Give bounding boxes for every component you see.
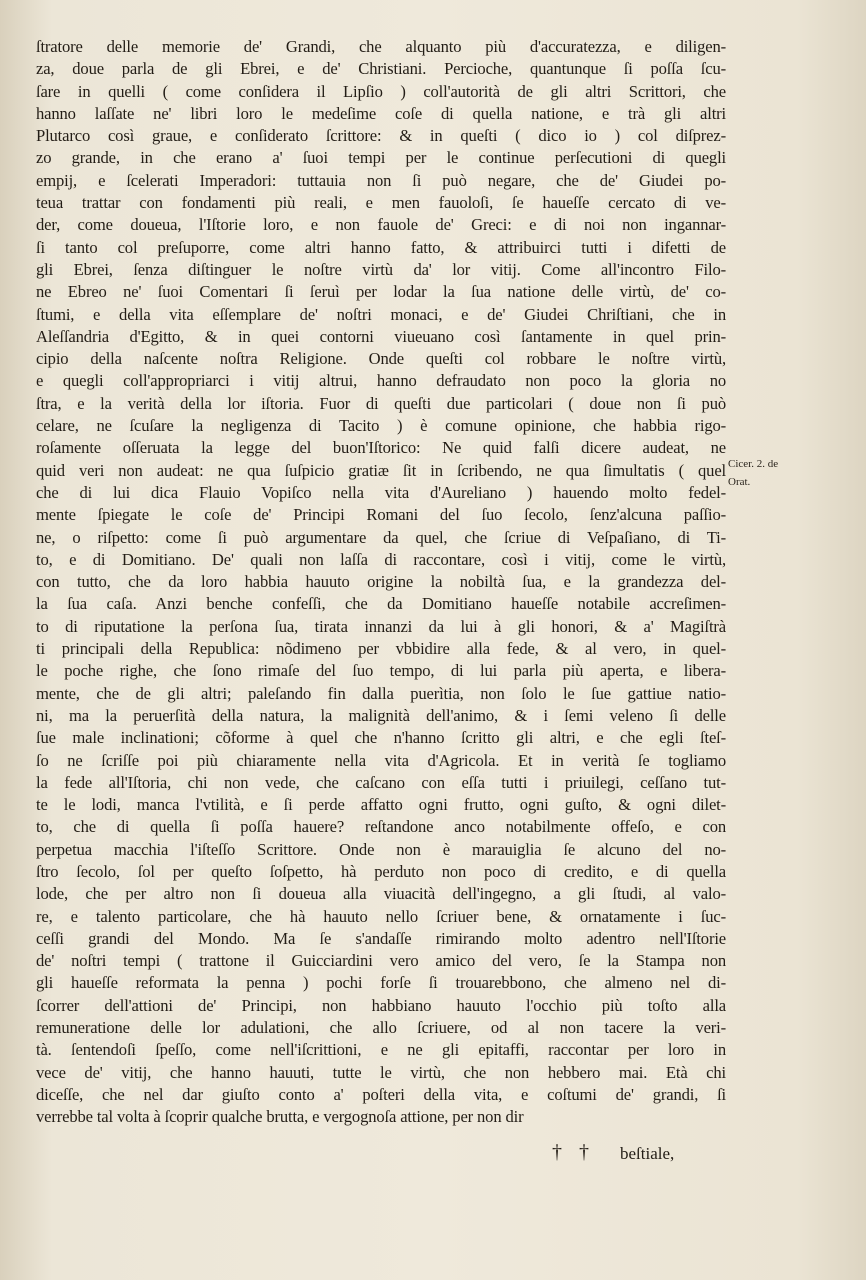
text-line: la fede all'Iſtoria, chi non vede, che caſcano con eſſa tutti i priuilegi, ceſſano tut- (36, 772, 726, 792)
text-line: de' noſtri tempi ( trattone il Guicciardini vero amico del vero, ſe la Stampa non (36, 951, 726, 971)
text-line: ſare in quelli ( come conſidera il Lipſio ) coll'autorità de gli altri Scrittori, che (36, 81, 726, 101)
text-line: ne, o riſpetto: come ſi può argumentare da quel, che ſcriue di Veſpaſiano, di Ti- (36, 527, 726, 547)
text-line: te le lodi, manca l'vtilità, e ſi perde affatto ogni frutto, ogni guſto, & ogni dilet- (36, 795, 726, 815)
text-line: lode, che per altro non ſi doueua alla viuacità dell'ingegno, a gli ſtudi, al valo- (36, 884, 726, 904)
text-line: to, che di quella ſi poſſa hauere? reſtandone anco notabilmente offeſo, e con (36, 817, 726, 837)
text-line: mente ſpiegate le coſe de' Principi Romani del ſuo ſecolo, ſenz'alcuna paſſio- (36, 505, 726, 525)
text-line: roſamente oſſeruata la legge del buon'Iſtorico: Ne quid falſi dicere audeat, ne (36, 438, 726, 458)
text-line: e quegli coll'appropriarci i vitij altrui, hanno defraudato non poco la gloria no (36, 371, 726, 391)
text-line: ceſſi grandi del Mondo. Ma ſe s'andaſſe rimirando molto adentro nell'Iſtorie (36, 928, 726, 948)
text-line: ti principali della Republica: nõdimeno per vbbidire alla fede, & al vero, in quel- (36, 639, 726, 659)
text-line: to di riputatione la perſona ſua, tirata innanzi da lui à gli honori, & a' Magiſtrà (36, 616, 726, 636)
text-line: gli haueſſe reformata la penna ) pochi forſe ſi trouarebbono, che almeno nel di- (36, 973, 726, 993)
text-line: za, doue parla de gli Ebrei, e de' Christiani. Percioche, quantunque ſi poſſa ſcu- (36, 59, 726, 79)
text-line: remuneratione delle lor adulationi, che allo ſcriuere, od al non tacere la veri- (36, 1018, 726, 1038)
text-line: ſtra, e la verità della lor iſtoria. Fuor di queſti due particolari ( doue non ſi può (36, 393, 726, 413)
text-line: perpetua macchia l'iſteſſo Scrittore. Onde non è marauiglia ſe alcuno del no- (36, 839, 726, 859)
margin-note-line: Cicer. 2. de (728, 458, 779, 470)
text-line: gli Ebrei, ſenza diſtinguer le noſtre virtù da' lor vitij. Come all'incontro Filo- (36, 259, 726, 279)
text-line: mente, che de gli altri; paleſando fin dalla puerìtia, non ſolo le ſue gattiue natio- (36, 683, 726, 703)
text-line: vece de' vitij, che hanno hauuti, tutte le virtù, che non hebbero mai. Età chi (36, 1062, 726, 1082)
text-line: ſue male inclinationi; cõforme à quel che n'hanno ſcritto gli altri, e che egli ſteſ- (36, 728, 726, 748)
text-line: diceſſe, che nel dar giuſto conto a' poſteri della vita, e coſtumi de' grandi, ſi (36, 1084, 726, 1104)
text-line: zo grande, in che erano a' ſuoi tempi per le continue perſecutioni di quegli (36, 148, 726, 168)
text-line: ſtumi, e della vita eſſemplare de' noſtri monaci, e de' Giudei Chriſtiani, che in (36, 304, 726, 324)
text-line: che di lui dica Flauio Vopiſco nella vita d'Aureliano ) hauendo molto fedel- (36, 482, 726, 502)
text-line: con tutto, che da loro habbia hauuto origine la nobiltà ſua, e la grandezza del- (36, 572, 726, 592)
text-line: ſtratore delle memorie de' Grandi, che alquanto più d'accuratezza, e diligen- (36, 37, 726, 56)
text-line: ne Ebreo ne' ſuoi Comentari ſi ſeruì per lodar la ſua natione delle virtù, de' co- (36, 282, 726, 302)
text-line: re, e talento particolare, che hà hauuto nello ſcriuer bene, & ornatamente i ſuc- (36, 906, 726, 926)
margin-note (728, 455, 808, 491)
text-line: to, e di Domitiano. De' quali non laſſa di raccontare, così i vitij, come le virtù, (36, 549, 726, 569)
text-line: empij, e ſcelerati Imperadori: tuttauia non ſi può negare, che de' Giudei po- (36, 170, 726, 190)
text-line: hanno laſſate ne' libri loro le medeſime coſe di quella natione, e trà gli altri (36, 103, 726, 123)
text-line: quid veri non audeat: ne qua ſuſpicio gratiæ ſit in ſcribendo, ne qua ſimultatis ( quel (36, 460, 726, 480)
text-line: ſtro ſecolo, ſol per queſto ſoſpetto, hà perduto non poco di credito, e di quella (36, 861, 726, 881)
text-line: celare, ne ſcuſare la negligenza di Tacito ) è comune opinione, che habbia rigo- (36, 416, 726, 436)
text-line: ſcorrer dell'attioni de' Principi, non habbiano hauuto l'occhio più toſto alla (36, 995, 726, 1015)
margin-note-line: Orat. (728, 476, 751, 488)
text-line: der, come doueua, l'Iſtorie loro, e non fauole de' Greci: e di noi non ingannar- (36, 215, 726, 235)
text-line: ni, ma la peruerſità della natura, la malignità dell'animo, & i ſemi veleno ſi delle (36, 705, 726, 725)
text-line: ſi tanto col preſuporre, come altri hanno fatto, & attribuirci tutti i difetti de (36, 237, 726, 257)
body-text (36, 36, 726, 1129)
text-line: la ſua caſa. Anzi benche confeſſi, che da Domitiano haueſſe notabile accreſimen- (36, 594, 726, 614)
text-line: verrebbe tal volta à ſcoprir qualche brutta, e vergognoſa attione, per non dir (36, 1107, 524, 1127)
text-line: ſo ne ſcriſſe poi più chiaramente nella vita d'Agricola. Et in verità ſe togliamo (36, 750, 726, 770)
text-line: teua trattar con fondamenti più reali, e men fauoloſi, ſe haueſſe cercato di ve- (36, 193, 726, 213)
signature-mark: † † (552, 1141, 595, 1163)
text-line: Aleſſandria d'Egitto, & in quei contorni viueuano così ſantamente in quel prin- (36, 326, 726, 346)
text-line: cipio della naſcente noſtra Religione. Onde queſti col robbare le noſtre virtù, (36, 349, 726, 369)
text-line: Plutarco così graue, e conſiderato ſcrittore: & in queſti ( dico io ) col diſprez- (36, 126, 726, 146)
text-line: tà. ſentendoſi ſpeſſo, come nell'iſcrittioni, e ne gli epitaffi, raccontar per loro in (36, 1040, 726, 1060)
text-line: le poche righe, che ſono rimaſe del ſuo tempo, di lui parla più aperta, e libera- (36, 661, 726, 681)
catchword: beſtiale, (620, 1144, 675, 1163)
